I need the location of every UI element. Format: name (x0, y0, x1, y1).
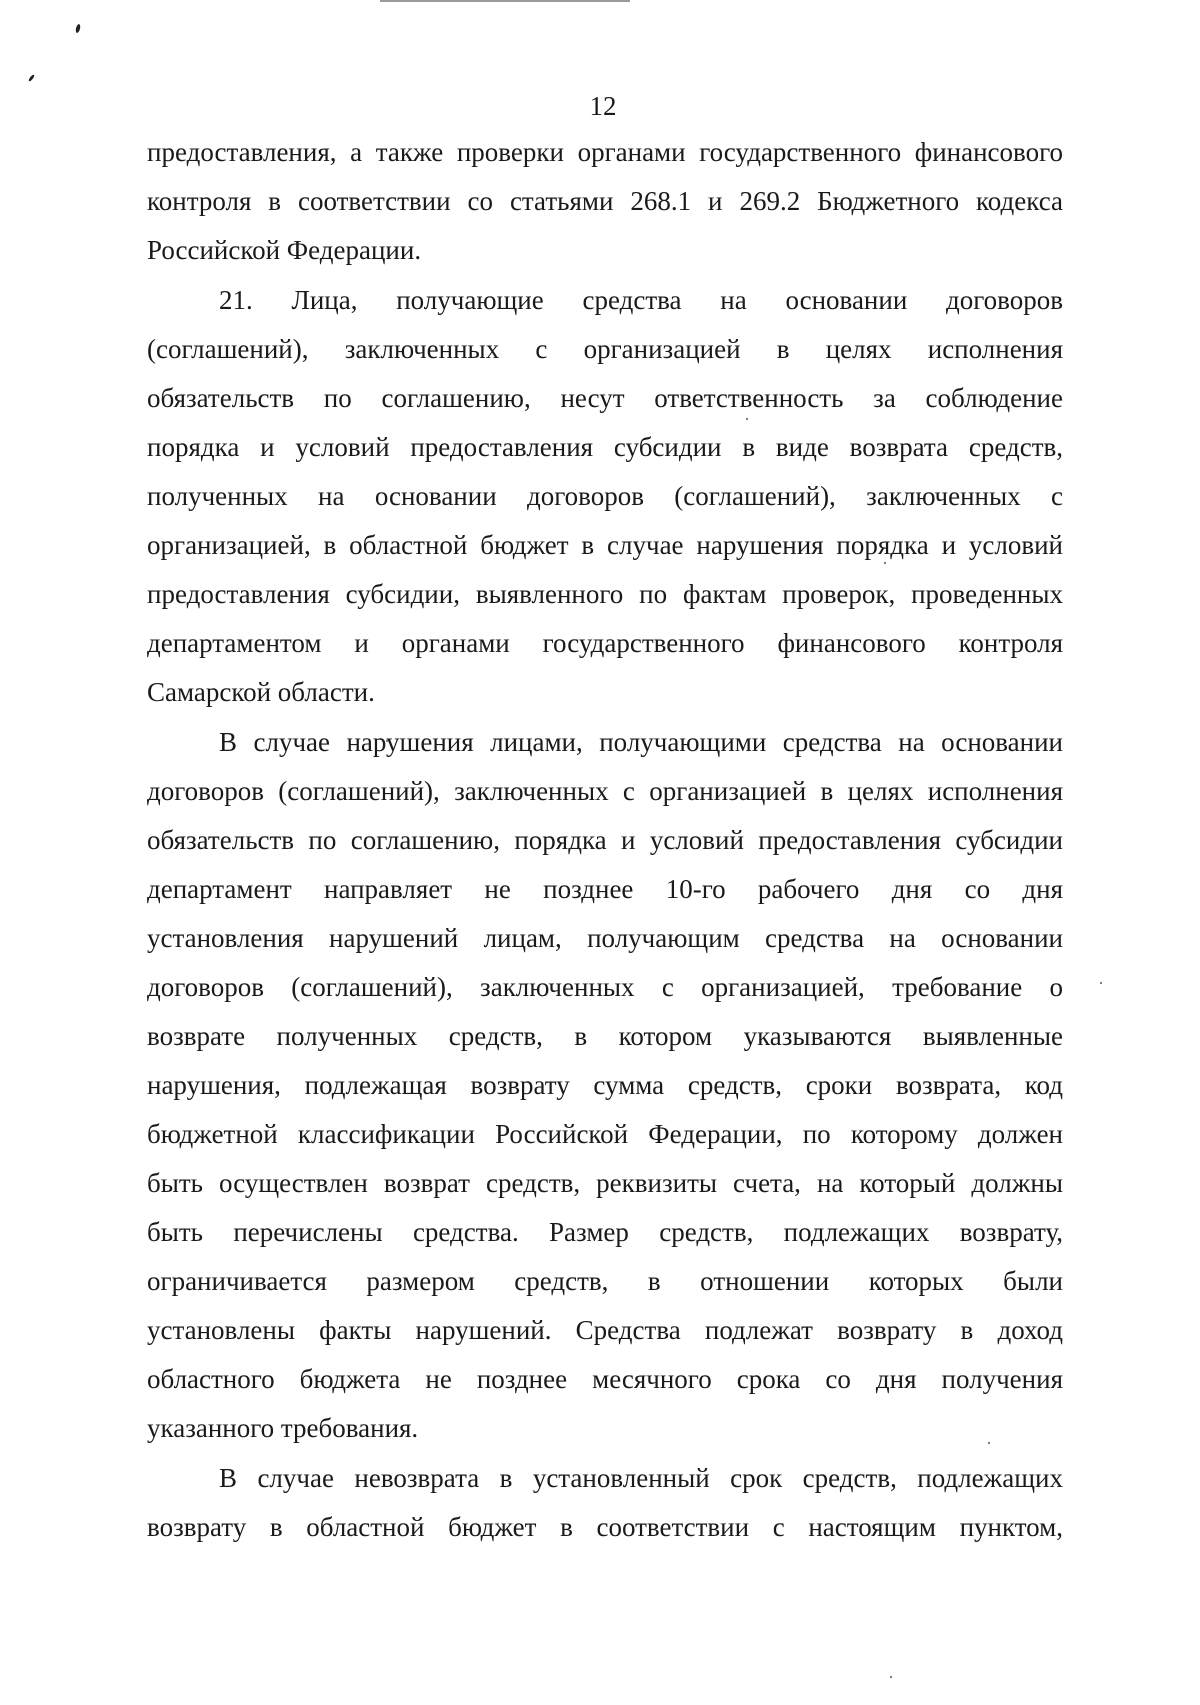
text-line: быть осуществлен возврат средств, реквизиты счета, на который должны (147, 1168, 1063, 1198)
text-line: обязательств по соглашению, порядка и условий предоставления субсидии (147, 825, 1063, 855)
text-line: организацией, в областной бюджет в случае нарушения порядка и условий (147, 530, 1063, 560)
scan-mark (28, 74, 35, 82)
text-line: ограничивается размером средств, в отношении которых были (147, 1266, 1063, 1296)
text-line: договоров (соглашений), заключенных с организацией в целях исполнения (147, 776, 1063, 806)
paragraph-continuation (147, 128, 1063, 275)
text-line: 21. Лица, получающие средства на основании договоров (219, 285, 1063, 315)
document-body (147, 128, 1063, 1552)
scan-speck (890, 1676, 892, 1678)
text-line: В случае невозврата в установленный срок средств, подлежащих (219, 1463, 1063, 1493)
paragraph-clause-21 (147, 276, 1063, 717)
text-line: возврату в областной бюджет в соответствии с настоящим пунктом, (147, 1512, 1063, 1542)
text-line: указанного требования. (147, 1413, 419, 1443)
scan-mark (75, 24, 81, 34)
text-line: департаментом и органами государственного финансового контроля (147, 628, 1063, 658)
paragraph-violation-case (147, 718, 1063, 1453)
text-line: возврате полученных средств, в котором указываются выявленные (147, 1021, 1063, 1051)
scan-speck (1100, 982, 1102, 984)
text-line: Самарской области. (147, 677, 375, 707)
text-line: Российской Федерации. (147, 235, 422, 265)
text-line: областного бюджета не позднее месячного срока со дня получения (147, 1364, 1063, 1394)
text-line: департамент направляет не позднее 10-го рабочего дня со дня (147, 874, 1063, 904)
paragraph-non-return-case (147, 1454, 1063, 1552)
text-line: бюджетной классификации Российской Федерации, по которому должен (147, 1119, 1063, 1149)
text-line: нарушения, подлежащая возврату сумма средств, сроки возврата, код (147, 1070, 1063, 1100)
text-line: установлены факты нарушений. Средства подлежат возврату в доход (147, 1315, 1063, 1345)
page-number: 12 (589, 91, 617, 121)
text-line: (соглашений), заключенных с организацией в целях исполнения (147, 334, 1063, 364)
text-line: В случае нарушения лицами, получающими средства на основании (219, 727, 1063, 757)
text-line: предоставления субсидии, выявленного по фактам проверок, проведенных (147, 579, 1063, 609)
text-line: контроля в соответствии со статьями 268.1 и 269.2 Бюджетного кодекса (147, 186, 1063, 216)
text-line: порядка и условий предоставления субсидии в виде возврата средств, (147, 432, 1063, 462)
text-line: установления нарушений лицам, получающим средства на основании (147, 923, 1063, 953)
text-line: полученных на основании договоров (соглашений), заключенных с (147, 481, 1063, 511)
top-edge-rule (380, 0, 630, 2)
text-line: договоров (соглашений), заключенных с организацией, требование о (147, 972, 1063, 1002)
text-line: быть перечислены средства. Размер средств, подлежащих возврату, (147, 1217, 1063, 1247)
text-line: предоставления, а также проверки органами государственного финансового (147, 137, 1063, 167)
text-line: обязательств по соглашению, несут ответственность за соблюдение (147, 383, 1063, 413)
